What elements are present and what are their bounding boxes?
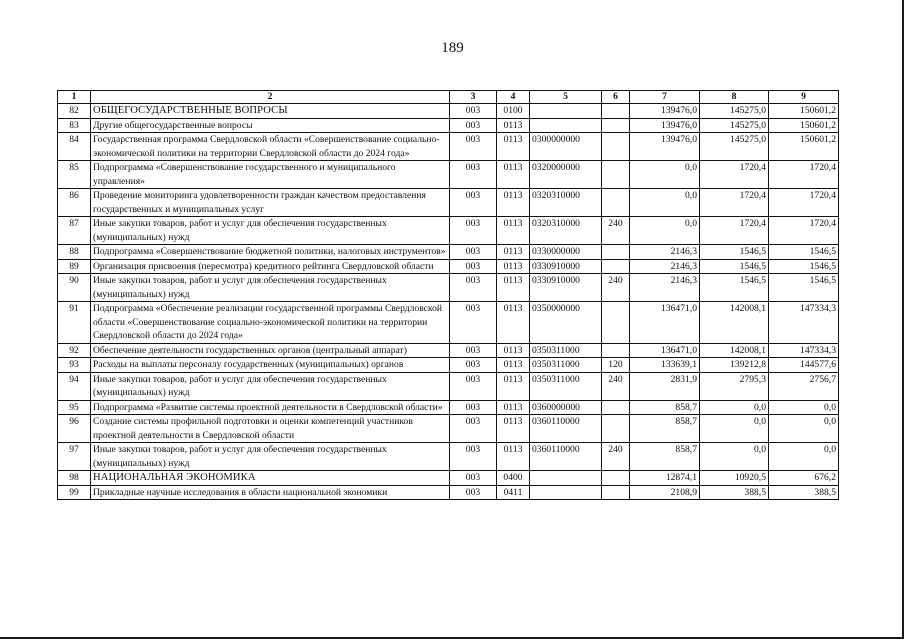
target-article-code — [530, 118, 602, 133]
amount-col-9: 1546,5 — [769, 259, 839, 274]
ministry-code: 003 — [450, 302, 497, 344]
table-body — [58, 104, 839, 500]
row-number: 83 — [58, 118, 91, 133]
amount-col-7: 136471,0 — [630, 343, 700, 358]
amount-col-8: 0,0 — [700, 443, 769, 471]
expense-type-code — [602, 189, 630, 217]
expense-type-code: 240 — [602, 443, 630, 471]
page-number: 189 — [441, 40, 464, 56]
amount-col-9: 0,0 — [769, 415, 839, 443]
table-row — [58, 485, 839, 500]
amount-col-9: 1720,4 — [769, 189, 839, 217]
amount-col-8: 0,0 — [700, 400, 769, 415]
amount-col-8: 10920,5 — [700, 471, 769, 486]
amount-col-8: 145275,0 — [700, 118, 769, 133]
table-row — [58, 471, 839, 486]
target-article-code — [530, 485, 602, 500]
row-number: 91 — [58, 302, 91, 344]
target-article-code: 0320310000 — [530, 217, 602, 245]
expense-type-code — [602, 118, 630, 133]
amount-col-7: 2146,3 — [630, 259, 700, 274]
amount-col-7: 139476,0 — [630, 104, 700, 119]
column-header-9: 9 — [769, 91, 839, 104]
expense-type-code — [602, 485, 630, 500]
row-number: 82 — [58, 104, 91, 119]
ministry-code: 003 — [450, 485, 497, 500]
row-name: Иные закупки товаров, работ и услуг для обеспечения государственных (муниципальных) нужд — [91, 443, 450, 471]
row-name: Подпрограмма «Совершенствование государственного и муниципального управления» — [91, 161, 450, 189]
row-name: Прикладные научные исследования в области национальной экономики — [91, 485, 450, 500]
row-number: 98 — [58, 471, 91, 486]
row-name: Иные закупки товаров, работ и услуг для обеспечения государственных (муниципальных) нужд — [91, 217, 450, 245]
amount-col-9: 676,2 — [769, 471, 839, 486]
amount-col-7: 136471,0 — [630, 302, 700, 344]
expense-type-code — [602, 471, 630, 486]
amount-col-9: 2756,7 — [769, 372, 839, 400]
table-row — [58, 400, 839, 415]
row-name: Иные закупки товаров, работ и услуг для обеспечения государственных (муниципальных) нужд — [91, 372, 450, 400]
amount-col-7: 2108,9 — [630, 485, 700, 500]
ministry-code: 003 — [450, 358, 497, 373]
amount-col-7: 858,7 — [630, 443, 700, 471]
amount-col-8: 1720,4 — [700, 189, 769, 217]
row-name: Подпрограмма «Обеспечение реализации государственной программы Свердловской области «Совершенствование социально-экономической политики на территории Свердловской области до 2024 года» — [91, 302, 450, 344]
row-number: 84 — [58, 133, 91, 161]
section-code: 0400 — [497, 471, 530, 486]
row-number: 99 — [58, 485, 91, 500]
expense-type-code — [602, 400, 630, 415]
row-name: Государственная программа Свердловской области «Совершенствование социально-экономической политики на территории Свердловской области до 2024 года» — [91, 133, 450, 161]
target-article-code: 0330910000 — [530, 274, 602, 302]
section-code: 0113 — [497, 415, 530, 443]
amount-col-7: 858,7 — [630, 400, 700, 415]
row-number: 88 — [58, 245, 91, 260]
amount-col-8: 145275,0 — [700, 133, 769, 161]
column-header-3: 3 — [450, 91, 497, 104]
amount-col-7: 2831,9 — [630, 372, 700, 400]
target-article-code: 0360000000 — [530, 400, 602, 415]
amount-col-8: 1546,5 — [700, 245, 769, 260]
column-header-6: 6 — [602, 91, 630, 104]
column-header-4: 4 — [497, 91, 530, 104]
section-code: 0113 — [497, 358, 530, 373]
column-header-5: 5 — [530, 91, 602, 104]
ministry-code: 003 — [450, 133, 497, 161]
ministry-code: 003 — [450, 245, 497, 260]
amount-col-7: 139476,0 — [630, 133, 700, 161]
row-number: 93 — [58, 358, 91, 373]
table-row — [58, 343, 839, 358]
table-row — [58, 274, 839, 302]
amount-col-8: 388,5 — [700, 485, 769, 500]
amount-col-8: 139212,8 — [700, 358, 769, 373]
budget-table — [57, 90, 839, 500]
target-article-code: 0350311000 — [530, 343, 602, 358]
section-code: 0113 — [497, 443, 530, 471]
column-header-1: 1 — [58, 91, 91, 104]
section-code: 0113 — [497, 133, 530, 161]
target-article-code: 0360110000 — [530, 443, 602, 471]
expense-type-code: 120 — [602, 358, 630, 373]
target-article-code: 0350311000 — [530, 372, 602, 400]
section-code: 0100 — [497, 104, 530, 119]
table-row — [58, 133, 839, 161]
row-name: ОБЩЕГОСУДАРСТВЕННЫЕ ВОПРОСЫ — [91, 104, 450, 119]
row-number: 87 — [58, 217, 91, 245]
table-row — [58, 161, 839, 189]
section-code: 0113 — [497, 245, 530, 260]
table-row — [58, 189, 839, 217]
section-code: 0113 — [497, 372, 530, 400]
section-code: 0113 — [497, 274, 530, 302]
target-article-code: 0300000000 — [530, 133, 602, 161]
amount-col-9: 150601,2 — [769, 133, 839, 161]
row-name: Обеспечение деятельности государственных органов (центральный аппарат) — [91, 343, 450, 358]
amount-col-8: 1546,5 — [700, 259, 769, 274]
amount-col-7: 2146,3 — [630, 274, 700, 302]
expense-type-code: 240 — [602, 217, 630, 245]
table-row — [58, 302, 839, 344]
section-code: 0113 — [497, 118, 530, 133]
table-row — [58, 358, 839, 373]
amount-col-9: 1720,4 — [769, 217, 839, 245]
ministry-code: 003 — [450, 104, 497, 119]
row-name: НАЦИОНАЛЬНАЯ ЭКОНОМИКА — [91, 471, 450, 486]
amount-col-7: 0,0 — [630, 161, 700, 189]
amount-col-8: 1546,5 — [700, 274, 769, 302]
row-number: 94 — [58, 372, 91, 400]
amount-col-9: 150601,2 — [769, 104, 839, 119]
ministry-code: 003 — [450, 372, 497, 400]
header-row — [58, 91, 839, 104]
amount-col-9: 388,5 — [769, 485, 839, 500]
ministry-code: 003 — [450, 118, 497, 133]
expense-type-code: 240 — [602, 274, 630, 302]
expense-type-code — [602, 161, 630, 189]
ministry-code: 003 — [450, 217, 497, 245]
section-code: 0113 — [497, 259, 530, 274]
ministry-code: 003 — [450, 259, 497, 274]
amount-col-9: 147334,3 — [769, 302, 839, 344]
expense-type-code — [602, 302, 630, 344]
row-name: Другие общегосударственные вопросы — [91, 118, 450, 133]
ministry-code: 003 — [450, 189, 497, 217]
section-code: 0113 — [497, 161, 530, 189]
table-row — [58, 104, 839, 119]
amount-col-9: 150601,2 — [769, 118, 839, 133]
amount-col-9: 147334,3 — [769, 343, 839, 358]
target-article-code: 0350000000 — [530, 302, 602, 344]
row-name: Расходы на выплаты персоналу государственных (муниципальных) органов — [91, 358, 450, 373]
row-number: 92 — [58, 343, 91, 358]
column-header-2: 2 — [91, 91, 450, 104]
target-article-code: 0350311000 — [530, 358, 602, 373]
table-row — [58, 118, 839, 133]
row-name: Создание системы профильной подготовки и оценки компетенций участников проектной деятельности в Свердловской области — [91, 415, 450, 443]
ministry-code: 003 — [450, 343, 497, 358]
ministry-code: 003 — [450, 471, 497, 486]
row-number: 89 — [58, 259, 91, 274]
amount-col-7: 2146,3 — [630, 245, 700, 260]
amount-col-7: 12874,1 — [630, 471, 700, 486]
section-code: 0411 — [497, 485, 530, 500]
amount-col-9: 144577,6 — [769, 358, 839, 373]
ministry-code: 003 — [450, 274, 497, 302]
amount-col-8: 0,0 — [700, 415, 769, 443]
row-name: Организация присвоения (пересмотра) кредитного рейтинга Свердловской области — [91, 259, 450, 274]
row-number: 95 — [58, 400, 91, 415]
target-article-code — [530, 471, 602, 486]
target-article-code: 0330910000 — [530, 259, 602, 274]
amount-col-8: 1720,4 — [700, 161, 769, 189]
target-article-code: 0330000000 — [530, 245, 602, 260]
amount-col-8: 142008,1 — [700, 302, 769, 344]
amount-col-8: 2795,3 — [700, 372, 769, 400]
expense-type-code: 240 — [602, 372, 630, 400]
table-row — [58, 259, 839, 274]
expense-type-code — [602, 259, 630, 274]
table-row — [58, 415, 839, 443]
amount-col-7: 0,0 — [630, 189, 700, 217]
section-code: 0113 — [497, 400, 530, 415]
amount-col-9: 0,0 — [769, 400, 839, 415]
ministry-code: 003 — [450, 443, 497, 471]
amount-col-9: 0,0 — [769, 443, 839, 471]
row-name: Подпрограмма «Совершенствование бюджетной политики, налоговых инструментов» — [91, 245, 450, 260]
target-article-code — [530, 104, 602, 119]
row-number: 86 — [58, 189, 91, 217]
row-number: 85 — [58, 161, 91, 189]
section-code: 0113 — [497, 189, 530, 217]
amount-col-7: 139476,0 — [630, 118, 700, 133]
row-number: 96 — [58, 415, 91, 443]
ministry-code: 003 — [450, 415, 497, 443]
row-number: 90 — [58, 274, 91, 302]
expense-type-code — [602, 245, 630, 260]
column-header-7: 7 — [630, 91, 700, 104]
table-row — [58, 217, 839, 245]
section-code: 0113 — [497, 302, 530, 344]
table-row — [58, 245, 839, 260]
amount-col-8: 142008,1 — [700, 343, 769, 358]
row-name: Подпрограмма «Развитие системы проектной деятельности в Свердловской области» — [91, 400, 450, 415]
row-name: Проведение мониторинга удовлетворенности граждан качеством предоставления государственных и муниципальных услуг — [91, 189, 450, 217]
amount-col-9: 1546,5 — [769, 274, 839, 302]
amount-col-9: 1720,4 — [769, 161, 839, 189]
amount-col-7: 0,0 — [630, 217, 700, 245]
target-article-code: 0360110000 — [530, 415, 602, 443]
expense-type-code — [602, 343, 630, 358]
amount-col-9: 1546,5 — [769, 245, 839, 260]
amount-col-8: 145275,0 — [700, 104, 769, 119]
expense-type-code — [602, 133, 630, 161]
target-article-code: 0320000000 — [530, 161, 602, 189]
expense-type-code — [602, 104, 630, 119]
section-code: 0113 — [497, 217, 530, 245]
ministry-code: 003 — [450, 161, 497, 189]
amount-col-8: 1720,4 — [700, 217, 769, 245]
table-row — [58, 443, 839, 471]
column-header-8: 8 — [700, 91, 769, 104]
section-code: 0113 — [497, 343, 530, 358]
amount-col-7: 858,7 — [630, 415, 700, 443]
row-number: 97 — [58, 443, 91, 471]
ministry-code: 003 — [450, 400, 497, 415]
amount-col-7: 133639,1 — [630, 358, 700, 373]
row-name: Иные закупки товаров, работ и услуг для обеспечения государственных (муниципальных) нужд — [91, 274, 450, 302]
table-row — [58, 372, 839, 400]
expense-type-code — [602, 415, 630, 443]
target-article-code: 0320310000 — [530, 189, 602, 217]
